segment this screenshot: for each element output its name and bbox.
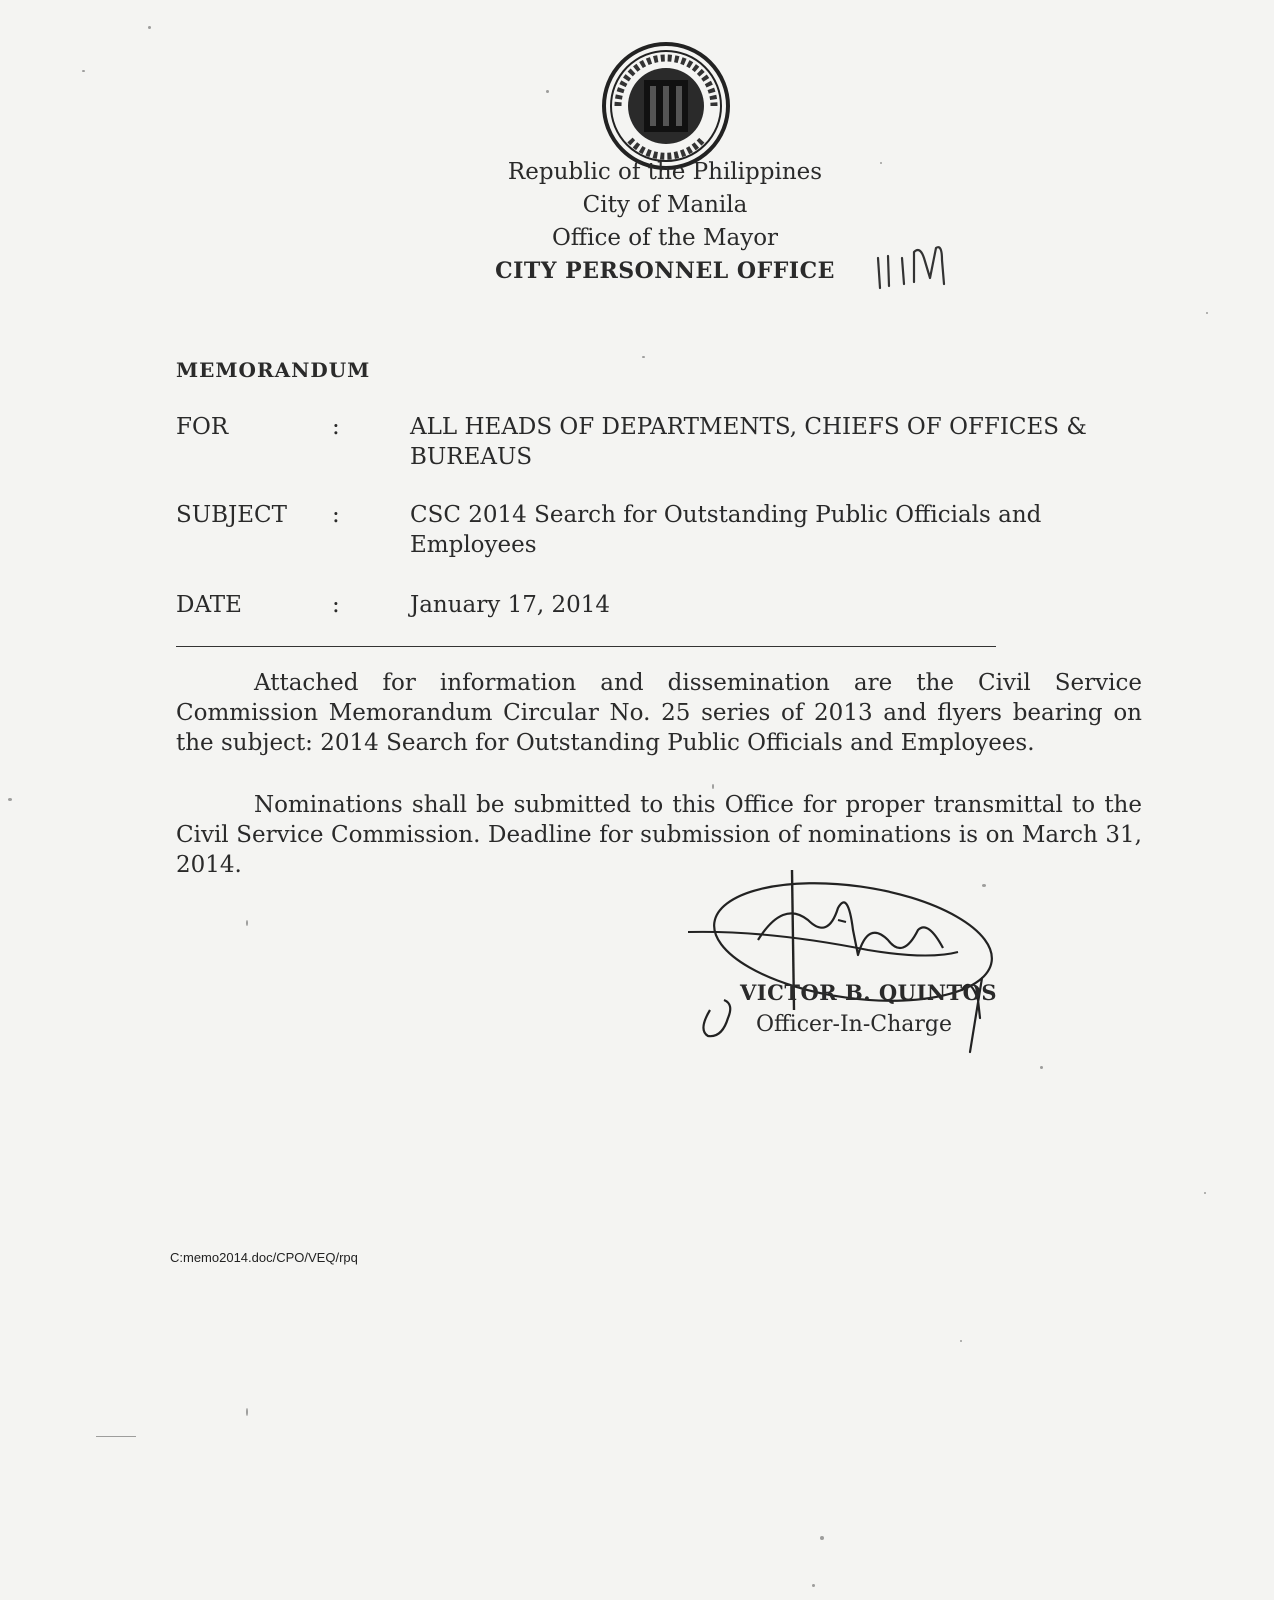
scan-speck xyxy=(8,798,12,801)
letterhead-republic: Republic of the Philippines xyxy=(507,159,823,185)
scan-speck xyxy=(712,784,714,789)
file-reference: C:memo2014.doc/CPO/VEQ/rpq xyxy=(170,1250,358,1265)
scan-speck xyxy=(246,1408,248,1416)
scan-speck xyxy=(246,920,248,926)
scan-speck xyxy=(1204,1192,1206,1194)
scan-speck xyxy=(546,90,549,93)
field-label: DATE xyxy=(176,592,242,618)
city-seal-icon xyxy=(600,40,732,172)
scan-speck xyxy=(82,70,85,72)
scan-speck xyxy=(1040,1066,1043,1069)
field-colon: : xyxy=(332,502,340,528)
handwritten-signature-icon xyxy=(688,860,1028,1080)
body-paragraph-2: Nominations shall be submitted to this Office for proper transmittal to the Civil Service Commission. Deadline for submission of nominations is on March 31, 2014. xyxy=(176,792,1142,878)
body-paragraph-1: Attached for information and dissemination are the Civil Service Commission Memorandum Circular No. 25 series of 2013 and flyers bearing on the subject: 2014 Search for Outstanding Public Officials and Employees. xyxy=(176,670,1142,756)
scan-speck xyxy=(96,1436,136,1437)
field-label: SUBJECT xyxy=(176,502,287,528)
field-colon: : xyxy=(332,592,340,618)
handwritten-note-mark xyxy=(872,238,962,292)
field-value: CSC 2014 Search for Outstanding Public Officials and Employees xyxy=(410,502,1042,558)
scan-speck xyxy=(642,356,645,358)
letterhead-department: CITY PERSONNEL OFFICE xyxy=(495,258,835,284)
scan-speck xyxy=(1206,312,1208,314)
scan-speck xyxy=(820,1536,824,1540)
field-value: ALL HEADS OF DEPARTMENTS, CHIEFS OF OFFICES & BUREAUS xyxy=(410,414,1087,470)
memo-title: MEMORANDUM xyxy=(176,358,371,382)
scan-speck xyxy=(960,1340,962,1342)
signatory-title: Officer-In-Charge xyxy=(756,1012,953,1037)
scan-speck xyxy=(148,26,151,29)
header-divider xyxy=(176,646,996,647)
field-value: January 17, 2014 xyxy=(410,592,610,618)
field-colon: : xyxy=(332,414,340,440)
letterhead xyxy=(420,156,910,288)
field-label: FOR xyxy=(176,414,229,440)
signatory-name: VICTOR B. QUINTOS xyxy=(740,980,998,1005)
scan-speck xyxy=(812,1584,815,1587)
letterhead-city: City of Manila xyxy=(582,192,748,218)
letterhead-office: Office of the Mayor xyxy=(551,225,779,251)
